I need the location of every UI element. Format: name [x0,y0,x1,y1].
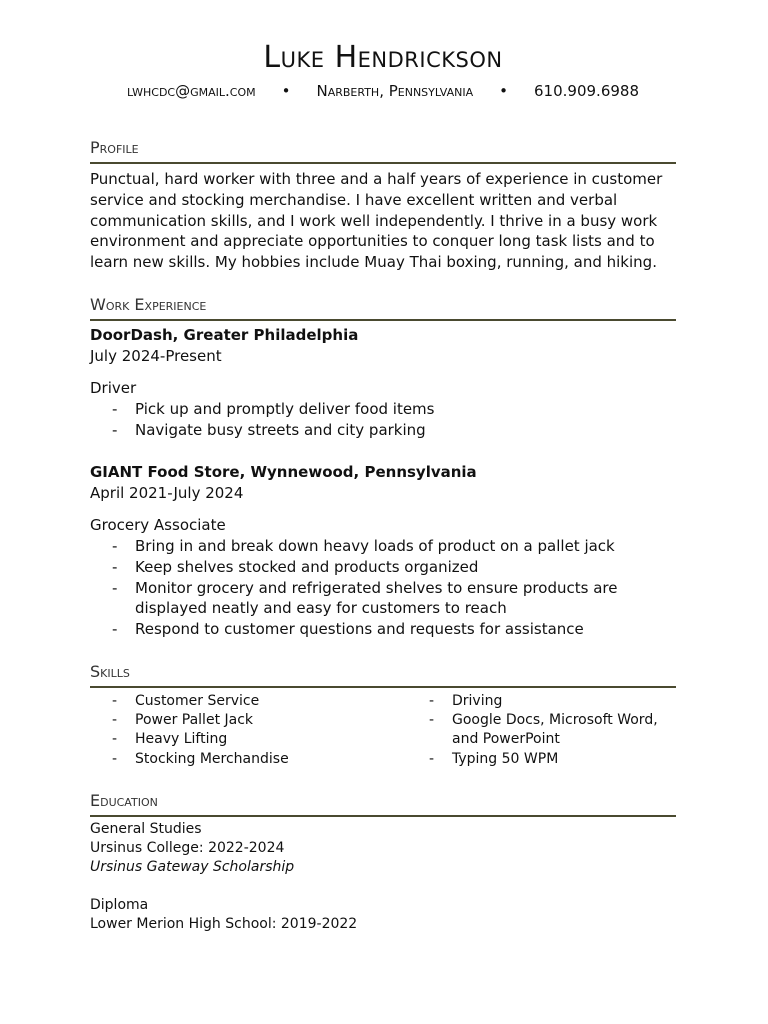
section-title-work-experience: Work Experience [90,295,676,321]
separator-bullet: • [499,82,509,100]
skill-text: Stocking Merchandise [135,750,289,767]
list-item [90,536,676,557]
list-item [90,578,676,620]
duty-text: Pick up and promptly deliver food items [135,400,435,418]
skills-column-left [90,692,407,769]
job-employer: DoorDash, Greater Philadelphia [90,326,359,344]
job-employer: GIANT Food Store, Wynnewood, Pennsylvania [90,463,477,481]
phone[interactable]: 610.909.6988 [534,82,639,100]
job-dates: April 2021-July 2024 [90,484,244,502]
section-title-skills: Skills [90,662,676,688]
skills-list [407,692,676,769]
job-role: Grocery Associate [90,516,226,534]
dash-marker: - [112,693,118,709]
dash-marker: - [112,420,118,439]
duty-text: Monitor grocery and refrigerated shelves to ensure products are displayed neatly and easy for customers to reach [135,578,618,618]
spacer [90,878,676,896]
duty-text: Navigate busy streets and city parking [135,420,426,439]
education-section [90,820,676,934]
duty-text: Bring in and break down heavy loads of product on a pallet jack [135,537,615,555]
skills-column-right [407,692,676,769]
dash-marker: - [429,693,435,709]
job-duties [90,399,676,441]
list-item [90,399,676,420]
list-item [90,619,676,640]
section-title-profile: Profile [90,138,676,164]
skill-text: Driving [452,693,503,709]
edu-credential: Diploma [90,896,149,913]
job-dates: July 2024-Present [90,347,222,365]
dash-marker: - [429,712,435,729]
skill-text: Google Docs, Microsoft Word, and PowerPoint [452,712,658,748]
separator-bullet: • [281,82,291,100]
section-title-education: Education [90,791,676,817]
dash-marker: - [112,537,118,555]
list-item [90,420,676,441]
job-duties [90,536,676,640]
job-entry [90,325,676,441]
edu-school: Ursinus College: 2022-2024 [90,840,285,857]
duty-text: Keep shelves stocked and products organized [135,557,479,576]
duty-text: Respond to customer questions and requests for assistance [135,620,584,639]
dash-marker: - [112,400,118,418]
dash-marker: - [112,620,118,639]
skill-text: Typing 50 WPM [452,750,559,767]
dash-marker: - [429,750,435,767]
edu-credential: General Studies [90,821,202,837]
job-entry [90,462,676,640]
skill-text: Customer Service [135,693,260,709]
email[interactable]: lwhcdc@gmail.com [127,82,256,100]
contact-line [90,80,676,102]
skills-section [90,692,676,769]
list-item [90,557,676,578]
dash-marker: - [112,712,118,729]
skill-text: Heavy Lifting [135,731,228,748]
list-item [90,750,407,769]
edu-school: Lower Merion High School: 2019-2022 [90,915,358,932]
profile-text: Punctual, hard worker with three and a half years of experience in customer service and stocking merchandise. I have excellent written and verbal communication skills, and I work well independently. I thrive in a busy work environment and appreciate opportunities to conquer long task lists and to learn new skills. My hobbies include Muay Thai boxing, running, and hiking. [90,170,663,272]
skills-list [90,692,407,769]
location: Narberth, Pennsylvania [316,82,474,100]
list-item [407,692,676,711]
dash-marker: - [112,750,118,767]
candidate-name: Luke Hendrickson [263,40,503,75]
list-item [407,750,676,769]
skill-text: Power Pallet Jack [135,712,254,729]
list-item [90,692,407,711]
profile-section [90,169,676,273]
job-role: Driver [90,379,137,397]
list-item [90,711,407,730]
dash-marker: - [112,578,118,597]
dash-marker: - [112,557,118,576]
list-item [407,711,676,749]
list-item [90,730,407,749]
edu-honor: Ursinus Gateway Scholarship [90,859,295,876]
dash-marker: - [112,731,118,748]
